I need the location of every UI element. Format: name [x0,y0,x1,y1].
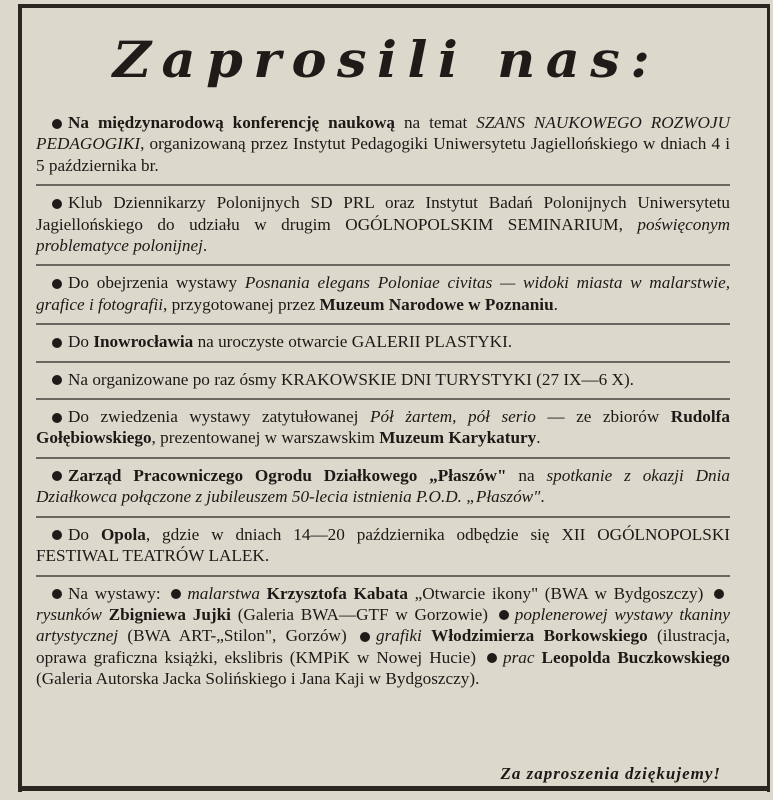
item-text: (BWA ART-„Stilon", Gorzów) [118,626,356,646]
item-text: malarstwa [187,583,260,603]
item-text: Zbigniewa Jujki [108,604,231,624]
invitation-item [36,112,730,176]
item-text: rysunków [36,604,102,624]
item-text: „Otwarcie ikony" (BWA w Bydgoszczy) [407,583,711,603]
item-text: Włodzimierza Borkowskiego [431,626,648,646]
item-divider [36,323,730,325]
item-text: Muzeum Karykatury [379,428,537,448]
item-text: , przygotowanej przez [163,294,320,314]
item-text: Krzysztofa Kabata [266,583,408,603]
item-text: Muzeum Narodowe w Poznaniu [319,294,554,314]
item-text: (Galeria Autorska Jacka Solińskiego i Jana Kaji w Bydgoszczy). [36,669,480,689]
item-text [102,605,109,624]
item-text: , organizowaną przez Instytut Pedagogiki Uniwersytetu Jagiellońskiego w dniach 4 i 5 października br. [36,134,730,175]
item-text: . [540,487,545,507]
item-text: poplenerowej wystawy tkaniny artystycznej [36,604,730,646]
bullet-icon [52,375,62,385]
invitation-item [36,583,730,690]
item-text: . [536,428,541,448]
item-text: Opola [100,524,146,544]
item-text: Rudolfa Gołębiowskiego [36,407,730,448]
item-text: Zarząd Pracowniczego Ogrodu Działkowego „Płaszów" [68,465,507,485]
item-text: SZANS NAUKOWEGO ROZWOJU PEDAGOGIKI [36,113,730,154]
item-text: . [553,294,558,314]
item-divider [36,575,730,577]
item-text: Leopolda Buczkowskiego [541,647,731,667]
invitation-item [36,369,730,390]
item-text [422,626,431,645]
article-body [36,112,730,694]
bullet-icon [52,199,62,209]
item-text: na [506,465,547,485]
item-text: — ze zbiorów [535,407,671,427]
item-text: , prezentowanej w warszawskim [151,428,380,448]
item-text: Do zwiedzenia wystawy zatytułowanej [68,407,370,427]
item-divider [36,264,730,266]
item-text: prac [503,647,535,667]
closing-line: Za zaproszenia dziękujemy! [500,764,721,783]
item-divider [36,184,730,186]
bullet-icon [52,471,62,481]
item-text: Do [68,524,101,544]
frame-bottom-rule [18,786,770,791]
bullet-icon [171,589,181,599]
item-text: Na organizowane po raz ósmy KRAKOWSKIE DNI TURYSTYKI (27 IX—6 X). [68,369,634,389]
item-text: spotkanie z okazji Dnia Działkowca połączone z jubileuszem 50-lecia istnienia P.O.D. „Płaszów" [36,465,730,507]
item-text: Na wystawy: [68,583,168,603]
item-text: Pół żartem, pół serio [369,407,536,427]
article-title: Zaprosili nas: [112,30,661,89]
item-divider [36,361,730,363]
invitation-item [36,192,730,256]
item-text: . [202,236,208,256]
item-text: poświęconym problematyce polonijnej [36,214,730,256]
item-text [535,648,542,667]
item-text: , gdzie w dniach 14—20 października odbędzie się XII OGÓLNOPOLSKI FESTIWAL TEATRÓW LALEK. [36,524,730,566]
item-divider [36,516,730,518]
bullet-icon [52,338,62,348]
bullet-icon [360,632,370,642]
bullet-icon [52,119,62,129]
invitation-item [36,524,730,567]
item-text: grafiki [376,626,422,646]
bullet-icon [499,610,509,620]
item-divider [36,398,730,400]
item-text: Do [68,332,94,352]
item-text: Inowrocławia [93,332,194,352]
item-text: Posnania elegans Poloniae civitas — widoki miasta w malarstwie, grafice i fotografii [36,273,730,314]
bullet-icon [52,413,62,423]
bullet-icon [52,279,62,289]
invitation-item [36,331,730,352]
item-text: Na międzynarodową konferencję naukową [68,113,395,132]
item-text: (Galeria BWA—GTF w Gorzowie) [230,604,495,624]
item-text: (ilustracja, oprawa graficzna książki, ekslibris (KMPiK w Nowej Hucie) [36,626,731,667]
item-text: na temat [395,113,477,132]
item-text: Klub Dziennikarzy Polonijnych SD PRL oraz Instytut Badań Polonijnych Uniwersytetu Jagiellońskiego do udziału w drugim OGÓLNOPOLSKIM SEMINARIUM, [36,193,730,234]
item-text: Do obejrzenia wystawy [68,273,245,293]
invitation-item [36,406,730,449]
bullet-icon [714,589,724,599]
invitation-item [36,272,730,315]
bullet-icon [52,589,62,599]
item-text [260,584,267,603]
invitation-item [36,465,730,508]
bullet-icon [487,653,497,663]
item-divider [36,457,730,459]
bullet-icon [52,530,62,540]
item-text: na uroczyste otwarcie GALERII PLASTYKI. [193,332,513,352]
